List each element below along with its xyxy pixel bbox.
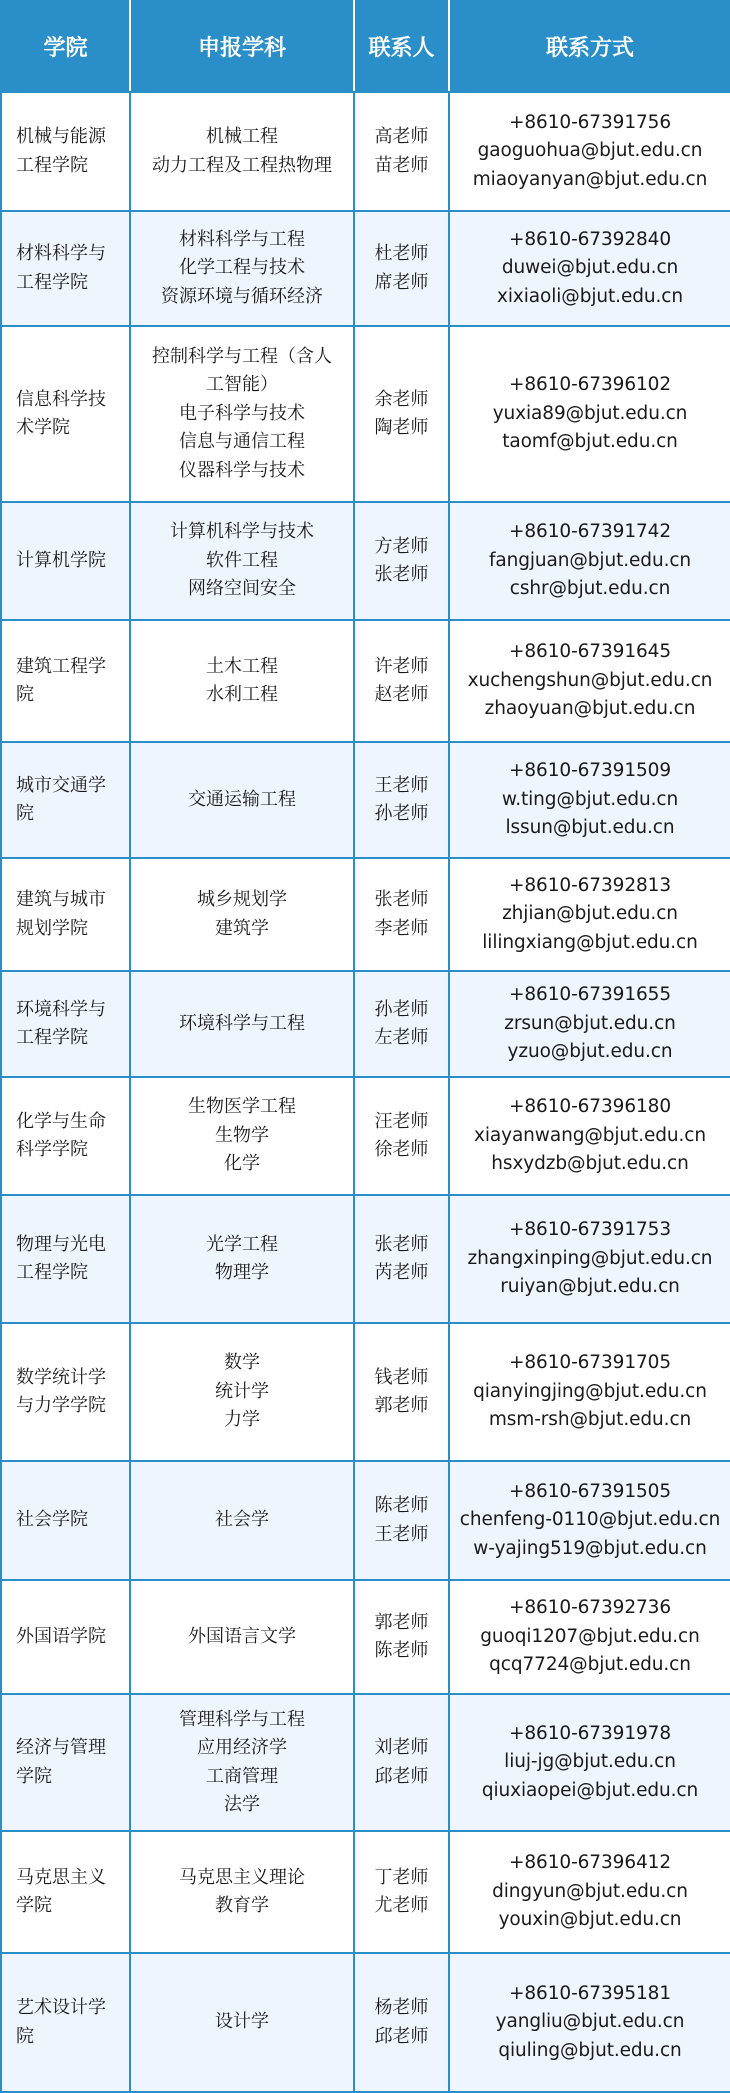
contact-info-cell: [449, 971, 730, 1077]
contact-info-cell-line: chenfeng-0110@bjut.edu.cn: [459, 1509, 721, 1531]
disciplines-cell: [130, 971, 354, 1077]
college-cell-line: 外国语学院: [16, 1625, 106, 1647]
contact-info-cell-line: +8610-67392840: [508, 228, 672, 250]
contact-info-cell-line: yzuo@bjut.edu.cn: [507, 1041, 673, 1063]
disciplines-cell: [130, 1195, 354, 1323]
disciplines-cell-line: 工商管理: [206, 1765, 278, 1787]
disciplines-cell-line: 城乡规划学: [197, 889, 287, 910]
contact-info-cell-line: zhjian@bjut.edu.cn: [502, 903, 678, 925]
contact-info-cell-line: qiuxiaopei@bjut.edu.cn: [481, 1779, 699, 1801]
contact-info-cell-line: w-yajing519@bjut.edu.cn: [473, 1537, 707, 1559]
college-cell: [1, 211, 130, 326]
contact-info-cell-line: qiuling@bjut.edu.cn: [498, 2039, 682, 2061]
college-cell-line: 工程学院: [16, 154, 88, 176]
contact-info-cell: [449, 1461, 730, 1580]
disciplines-cell-line: 计算机科学与技术: [170, 521, 314, 543]
college-cell-line: 信息科学技: [16, 388, 106, 410]
disciplines-cell-line: 统计学: [215, 1380, 269, 1402]
contact-person-cell: [354, 1694, 449, 1831]
disciplines-cell-line: 工智能）: [206, 374, 278, 396]
contact-person-cell-line: 李老师: [374, 917, 429, 939]
disciplines-cell: [130, 502, 354, 620]
contact-person-cell-line: 高老师: [374, 126, 429, 147]
contact-person-cell-line: 邱老师: [374, 1765, 429, 1787]
contact-person-cell-line: 陈老师: [374, 1640, 429, 1661]
contact-info-cell: [449, 1195, 730, 1323]
college-cell-line: 城市交通学: [16, 774, 106, 796]
college-cell: [1, 858, 130, 971]
contact-person-cell-line: 张老师: [374, 889, 429, 910]
disciplines-cell-line: 马克思主义理论: [179, 1866, 305, 1888]
disciplines-cell-line: 软件工程: [206, 549, 278, 571]
contact-person-cell-line: 孙老师: [374, 998, 429, 1020]
contact-info-cell-line: yuxia89@bjut.edu.cn: [492, 402, 688, 424]
disciplines-cell-line: 控制科学与工程（含人: [152, 345, 332, 367]
contact-person-cell-line: 刘老师: [374, 1737, 429, 1758]
college-cell-line: 计算机学院: [16, 549, 106, 571]
contact-info-cell-line: duwei@bjut.edu.cn: [501, 257, 679, 279]
table-row: [1, 1195, 730, 1323]
contact-info-cell-line: hsxydzb@bjut.edu.cn: [491, 1153, 689, 1175]
contact-info-cell: [449, 1077, 730, 1195]
college-cell: [1, 326, 130, 502]
contact-person-cell-line: 邱老师: [374, 2025, 429, 2047]
contact-person-cell-line: 汪老师: [374, 1110, 429, 1132]
college-cell-line: 建筑工程学: [16, 655, 106, 677]
disciplines-cell-line: 生物医学工程: [188, 1096, 296, 1118]
college-cell-line: 环境科学与: [16, 998, 106, 1020]
header-row: [1, 1, 730, 92]
disciplines-cell-line: 社会学: [215, 1509, 269, 1531]
contact-info-cell-line: +8610-67396102: [508, 374, 672, 396]
disciplines-cell: [130, 92, 354, 211]
contact-person-cell: [354, 1953, 449, 2092]
contact-person-cell: [354, 620, 449, 742]
contact-info-cell-line: +8610-67396180: [508, 1096, 672, 1118]
disciplines-cell-line: 管理科学与工程: [179, 1708, 305, 1730]
contact-info-cell-line: miaoyanyan@bjut.edu.cn: [472, 168, 708, 190]
contact-info-cell-line: xuchengshun@bjut.edu.cn: [467, 669, 713, 691]
college-cell-line: 学院: [16, 1765, 52, 1787]
contact-info-cell: [449, 211, 730, 326]
contact-person-cell: [354, 211, 449, 326]
college-cell-line: 工程学院: [16, 271, 88, 293]
contact-person-cell-line: 张老师: [374, 1233, 429, 1255]
table-row: [1, 1323, 730, 1461]
disciplines-cell-line: 法学: [224, 1794, 260, 1815]
college-cell: [1, 1694, 130, 1831]
disciplines-cell: [130, 620, 354, 742]
contact-person-cell-line: 赵老师: [374, 684, 429, 705]
contact-person-cell: [354, 502, 449, 620]
contact-info-cell-line: ruiyan@bjut.edu.cn: [500, 1276, 680, 1298]
contact-info-cell-line: +8610-67392813: [508, 874, 672, 896]
table-row: [1, 620, 730, 742]
table-row: [1, 326, 730, 502]
disciplines-cell-line: 机械工程: [206, 126, 278, 147]
disciplines-cell-line: 信息与通信工程: [179, 431, 305, 453]
contact-info-cell-line: qianyingjing@bjut.edu.cn: [473, 1380, 707, 1402]
contact-person-cell: [354, 92, 449, 211]
college-cell-line: 材料科学与: [16, 243, 106, 264]
disciplines-cell-line: 资源环境与循环经济: [161, 285, 323, 307]
contact-person-cell: [354, 326, 449, 502]
contact-info-cell-line: qcq7724@bjut.edu.cn: [489, 1654, 691, 1676]
table-row: [1, 1831, 730, 1953]
table-row: [1, 1077, 730, 1195]
contact-info-cell-line: +8610-67391655: [508, 984, 672, 1006]
college-cell-line: 规划学院: [16, 917, 88, 939]
contact-info-cell-line: +8610-67391742: [508, 521, 672, 543]
disciplines-cell-line: 环境科学与工程: [179, 1012, 305, 1034]
contact-person-cell-line: 孙老师: [374, 803, 429, 824]
contact-person-cell-line: 方老师: [374, 535, 429, 557]
college-cell-line: 建筑与城市: [16, 889, 106, 910]
contact-info-cell: [449, 1323, 730, 1461]
disciplines-cell: [130, 1323, 354, 1461]
contact-person-cell: [354, 1461, 449, 1580]
contact-info-cell-line: zrsun@bjut.edu.cn: [504, 1012, 676, 1034]
contact-person-cell-line: 徐老师: [374, 1139, 429, 1160]
college-cell-line: 艺术设计学: [16, 1997, 106, 2018]
college-cell-line: 马克思主义: [16, 1866, 106, 1888]
contact-person-cell: [354, 1195, 449, 1323]
disciplines-cell: [130, 1077, 354, 1195]
disciplines-cell-line: 网络空间安全: [188, 578, 296, 600]
college-cell-line: 学院: [16, 1895, 52, 1916]
contact-info-cell-line: +8610-67391645: [508, 641, 672, 663]
disciplines-cell: [130, 211, 354, 326]
disciplines-cell: [130, 1694, 354, 1831]
contact-person-cell: [354, 971, 449, 1077]
disciplines-cell-line: 水利工程: [206, 684, 278, 705]
contact-info-cell-line: +8610-67395181: [508, 1982, 672, 2004]
disciplines-cell-line: 化学: [224, 1153, 260, 1175]
disciplines-cell-line: 外国语言文学: [188, 1625, 296, 1647]
table-row: [1, 1953, 730, 2092]
disciplines-cell-line: 数学: [224, 1352, 260, 1374]
contact-info-cell: [449, 1831, 730, 1953]
contact-info-cell-line: zhaoyuan@bjut.edu.cn: [484, 698, 696, 720]
table-row: [1, 1580, 730, 1694]
contact-info-cell-line: dingyun@bjut.edu.cn: [492, 1880, 688, 1902]
college-cell-line: 工程学院: [16, 1027, 88, 1048]
table-row: [1, 1461, 730, 1580]
disciplines-cell-line: 教育学: [215, 1895, 269, 1916]
contact-info-cell-line: zhangxinping@bjut.edu.cn: [467, 1247, 713, 1269]
table-header: [1, 1, 730, 92]
college-cell-line: 院: [16, 803, 34, 824]
contact-info-cell: [449, 92, 730, 211]
college-cell-line: 数学统计学: [16, 1366, 106, 1388]
college-cell: [1, 1831, 130, 1953]
college-cell-line: 社会学院: [16, 1509, 88, 1531]
contact-person-cell-line: 杜老师: [374, 243, 429, 264]
college-cell-line: 工程学院: [16, 1262, 88, 1283]
contact-person-cell-line: 杨老师: [374, 1997, 429, 2018]
disciplines-cell-line: 物理学: [215, 1262, 269, 1283]
disciplines-cell: [130, 1580, 354, 1694]
contact-info-cell: [449, 326, 730, 502]
contact-info-cell-line: lilingxiang@bjut.edu.cn: [482, 931, 698, 953]
disciplines-cell-line: 光学工程: [206, 1233, 278, 1255]
contact-person-cell-line: 左老师: [374, 1027, 429, 1048]
disciplines-cell: [130, 1953, 354, 2092]
disciplines-cell: [130, 742, 354, 858]
disciplines-cell-line: 仪器科学与技术: [179, 459, 305, 481]
header-disciplines: 申报学科: [130, 1, 354, 92]
contact-person-cell-line: 张老师: [374, 564, 429, 585]
college-cell-line: 机械与能源: [16, 126, 106, 147]
college-cell: [1, 502, 130, 620]
contact-info-cell-line: guoqi1207@bjut.edu.cn: [480, 1625, 700, 1647]
table-row: [1, 858, 730, 971]
contact-info-cell-line: cshr@bjut.edu.cn: [509, 578, 671, 600]
college-cell: [1, 1953, 130, 2092]
contact-info-cell-line: +8610-67392736: [508, 1597, 672, 1619]
disciplines-cell-line: 电子科学与技术: [179, 402, 305, 424]
disciplines-cell-line: 土木工程: [206, 655, 278, 677]
contact-person-cell-line: 丁老师: [374, 1866, 429, 1888]
contact-info-cell-line: +8610-67391753: [508, 1219, 672, 1241]
disciplines-cell-line: 力学: [224, 1409, 260, 1431]
contact-person-cell: [354, 858, 449, 971]
contact-info-cell-line: xixiaoli@bjut.edu.cn: [497, 285, 683, 307]
contact-info-cell-line: msm-rsh@bjut.edu.cn: [488, 1409, 692, 1431]
college-cell-line: 化学与生命: [16, 1110, 106, 1132]
contact-info-cell-line: taomf@bjut.edu.cn: [502, 431, 678, 453]
table-row: [1, 1694, 730, 1831]
table-body: [1, 92, 730, 2092]
contact-info-cell: [449, 742, 730, 858]
college-cell: [1, 620, 130, 742]
contact-info-cell-line: w.ting@bjut.edu.cn: [501, 788, 679, 810]
contact-person-cell-line: 王老师: [374, 774, 429, 796]
contact-person-cell-line: 尤老师: [374, 1895, 429, 1916]
college-cell: [1, 1195, 130, 1323]
contact-info-cell: [449, 1953, 730, 2092]
contact-info-cell-line: +8610-67396412: [508, 1852, 672, 1874]
disciplines-cell-line: 生物学: [215, 1124, 269, 1146]
college-cell-line: 科学学院: [16, 1139, 88, 1160]
college-cell: [1, 1323, 130, 1461]
college-cell: [1, 742, 130, 858]
disciplines-cell-line: 动力工程及工程热物理: [152, 154, 332, 176]
contact-person-cell: [354, 1580, 449, 1694]
college-cell: [1, 1077, 130, 1195]
contact-info-cell-line: gaoguohua@bjut.edu.cn: [477, 140, 703, 162]
college-cell: [1, 971, 130, 1077]
contact-info-cell: [449, 1694, 730, 1831]
contact-info-cell: [449, 1580, 730, 1694]
disciplines-cell-line: 建筑学: [215, 917, 269, 939]
table-row: [1, 971, 730, 1077]
disciplines-cell-line: 材料科学与工程: [179, 228, 305, 250]
contact-info-cell-line: +8610-67391978: [508, 1722, 672, 1744]
contact-info-cell: [449, 858, 730, 971]
college-cell-line: 与力学学院: [16, 1395, 106, 1416]
college-cell-line: 经济与管理: [16, 1737, 106, 1758]
college-cell: [1, 1461, 130, 1580]
college-cell: [1, 92, 130, 211]
college-cell-line: 物理与光电: [16, 1233, 106, 1255]
table-row: [1, 742, 730, 858]
disciplines-cell: [130, 326, 354, 502]
contact-info-cell-line: liuj-jg@bjut.edu.cn: [504, 1751, 676, 1773]
contact-info-cell: [449, 502, 730, 620]
contact-info-cell-line: yangliu@bjut.edu.cn: [495, 2011, 685, 2033]
contact-person-cell: [354, 1831, 449, 1953]
contact-info-cell-line: +8610-67391505: [508, 1480, 672, 1502]
header-college: 学院: [1, 1, 130, 92]
table-row: [1, 502, 730, 620]
contact-person-cell-line: 王老师: [374, 1523, 429, 1545]
contact-info-cell-line: lssun@bjut.edu.cn: [505, 817, 675, 839]
contact-person-cell-line: 许老师: [374, 655, 429, 677]
college-cell-line: 院: [16, 2025, 34, 2047]
contact-info-cell-line: +8610-67391509: [508, 760, 672, 782]
header-contact-person: 联系人: [354, 1, 449, 92]
contact-person-cell-line: 陈老师: [374, 1495, 429, 1516]
header-contact-info: 联系方式: [449, 1, 730, 92]
contact-person-cell: [354, 742, 449, 858]
contact-person-cell-line: 陶老师: [374, 417, 429, 438]
contact-person-cell-line: 席老师: [374, 271, 429, 293]
disciplines-cell-line: 交通运输工程: [188, 788, 296, 810]
contact-info-cell-line: +8610-67391756: [508, 111, 672, 133]
contact-info-cell: [449, 620, 730, 742]
college-cell: [1, 1580, 130, 1694]
contact-person-cell-line: 余老师: [374, 388, 429, 410]
disciplines-cell-line: 设计学: [215, 2011, 269, 2033]
contact-person-cell-line: 芮老师: [374, 1262, 429, 1283]
table-row: [1, 92, 730, 211]
contact-person-cell-line: 郭老师: [374, 1611, 429, 1633]
contact-info-cell-line: youxin@bjut.edu.cn: [498, 1909, 682, 1931]
contact-info-cell-line: fangjuan@bjut.edu.cn: [488, 549, 692, 571]
college-cell-line: 院: [16, 684, 34, 705]
disciplines-cell: [130, 858, 354, 971]
disciplines-cell-line: 应用经济学: [197, 1737, 287, 1758]
college-cell-line: 术学院: [16, 417, 70, 438]
contact-person-cell-line: 郭老师: [374, 1395, 429, 1416]
contact-person-cell-line: 苗老师: [374, 154, 429, 176]
contact-person-cell-line: 钱老师: [374, 1366, 429, 1388]
contact-person-cell: [354, 1323, 449, 1461]
contact-info-cell-line: +8610-67391705: [508, 1352, 672, 1374]
contact-info-cell-line: xiayanwang@bjut.edu.cn: [473, 1124, 707, 1146]
disciplines-cell: [130, 1461, 354, 1580]
contact-person-cell: [354, 1077, 449, 1195]
disciplines-cell: [130, 1831, 354, 1953]
table-row: [1, 211, 730, 326]
disciplines-cell-line: 化学工程与技术: [179, 257, 305, 279]
